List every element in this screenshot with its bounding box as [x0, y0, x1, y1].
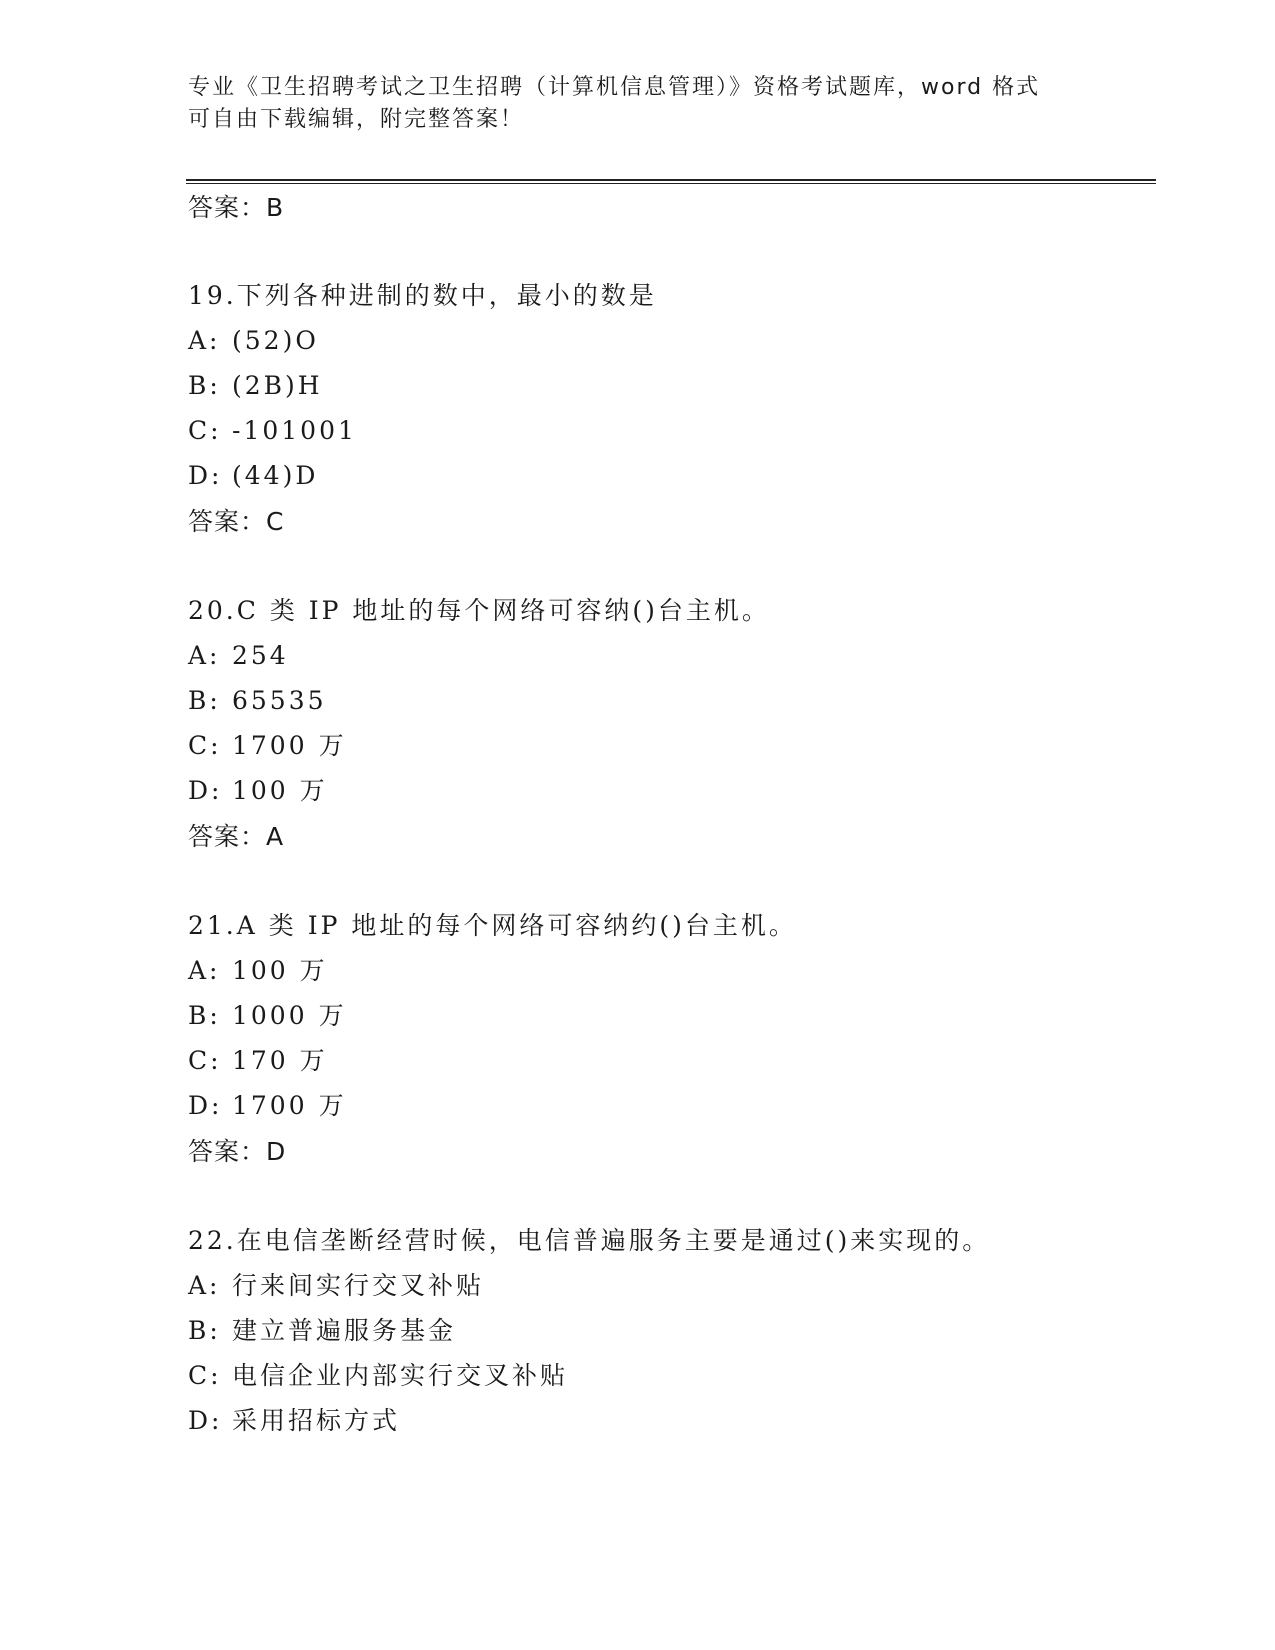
header-divider-thick [186, 179, 1156, 181]
option-text: (52)O [232, 326, 319, 355]
option-d [188, 1404, 1188, 1449]
option-text: 行来间实行交叉补贴 [232, 1271, 485, 1300]
answer-19: 答案：C [188, 507, 285, 536]
option-b [188, 684, 1188, 729]
option-c [188, 414, 1188, 459]
option-text: 1700 万 [232, 1091, 347, 1120]
option-label: B: [188, 1001, 221, 1030]
option-label: B: [188, 686, 221, 715]
option-text: 254 [232, 641, 289, 670]
option-c [188, 729, 1188, 774]
option-label: C: [188, 731, 222, 760]
question-22 [188, 1224, 1188, 1449]
option-c [188, 1044, 1188, 1089]
option-c [188, 1359, 1188, 1404]
option-label: D: [188, 1091, 223, 1120]
option-b [188, 369, 1188, 414]
question-title: 20.C 类 IP 地址的每个网络可容纳()台主机。 [188, 596, 770, 625]
document-header [188, 72, 1088, 136]
option-label: A: [188, 1271, 221, 1300]
option-label: C: [188, 1361, 222, 1390]
header-line-2: 可自由下载编辑，附完整答案！ [188, 107, 525, 132]
option-text: 65535 [232, 686, 327, 715]
option-a [188, 954, 1188, 999]
option-text: 100 万 [232, 776, 328, 805]
option-text: 1700 万 [232, 731, 347, 760]
question-title: 22.在电信垄断经营时候，电信普遍服务主要是通过()来实现的。 [188, 1226, 991, 1255]
option-a [188, 324, 1188, 369]
header-line-1: 专业《卫生招聘考试之卫生招聘（计算机信息管理）》资格考试题库，word 格式 [188, 75, 1041, 100]
option-label: D: [188, 1406, 223, 1435]
answer-20: 答案：A [188, 822, 285, 851]
question-21 [188, 909, 1188, 1134]
option-label: A: [188, 326, 221, 355]
option-text: 100 万 [232, 956, 328, 985]
option-b [188, 1314, 1188, 1359]
option-a [188, 639, 1188, 684]
option-text: 电信企业内部实行交叉补贴 [232, 1361, 569, 1390]
option-label: D: [188, 461, 223, 490]
option-label: C: [188, 416, 222, 445]
option-text: 采用招标方式 [232, 1406, 401, 1435]
option-d [188, 774, 1188, 819]
option-d [188, 459, 1188, 504]
option-label: A: [188, 641, 221, 670]
question-title: 21.A 类 IP 地址的每个网络可容纳约()台主机。 [188, 911, 797, 940]
answer-21: 答案：D [188, 1137, 287, 1166]
option-b [188, 999, 1188, 1044]
question-19 [188, 279, 1188, 504]
option-label: C: [188, 1046, 222, 1075]
option-text: 170 万 [232, 1046, 328, 1075]
option-text: 建立普遍服务基金 [232, 1316, 457, 1345]
option-a [188, 1269, 1188, 1314]
option-label: B: [188, 371, 221, 400]
option-label: B: [188, 1316, 221, 1345]
option-label: D: [188, 776, 223, 805]
option-d [188, 1089, 1188, 1134]
answer-18: 答案：B [188, 193, 285, 222]
header-divider-thin [186, 183, 1156, 184]
option-label: A: [188, 956, 221, 985]
question-title: 19.下列各种进制的数中，最小的数是 [188, 281, 657, 310]
option-text: 1000 万 [232, 1001, 347, 1030]
question-20 [188, 594, 1188, 819]
option-text: -101001 [232, 416, 357, 445]
option-text: (2B)H [232, 371, 323, 400]
option-text: (44)D [232, 461, 319, 490]
